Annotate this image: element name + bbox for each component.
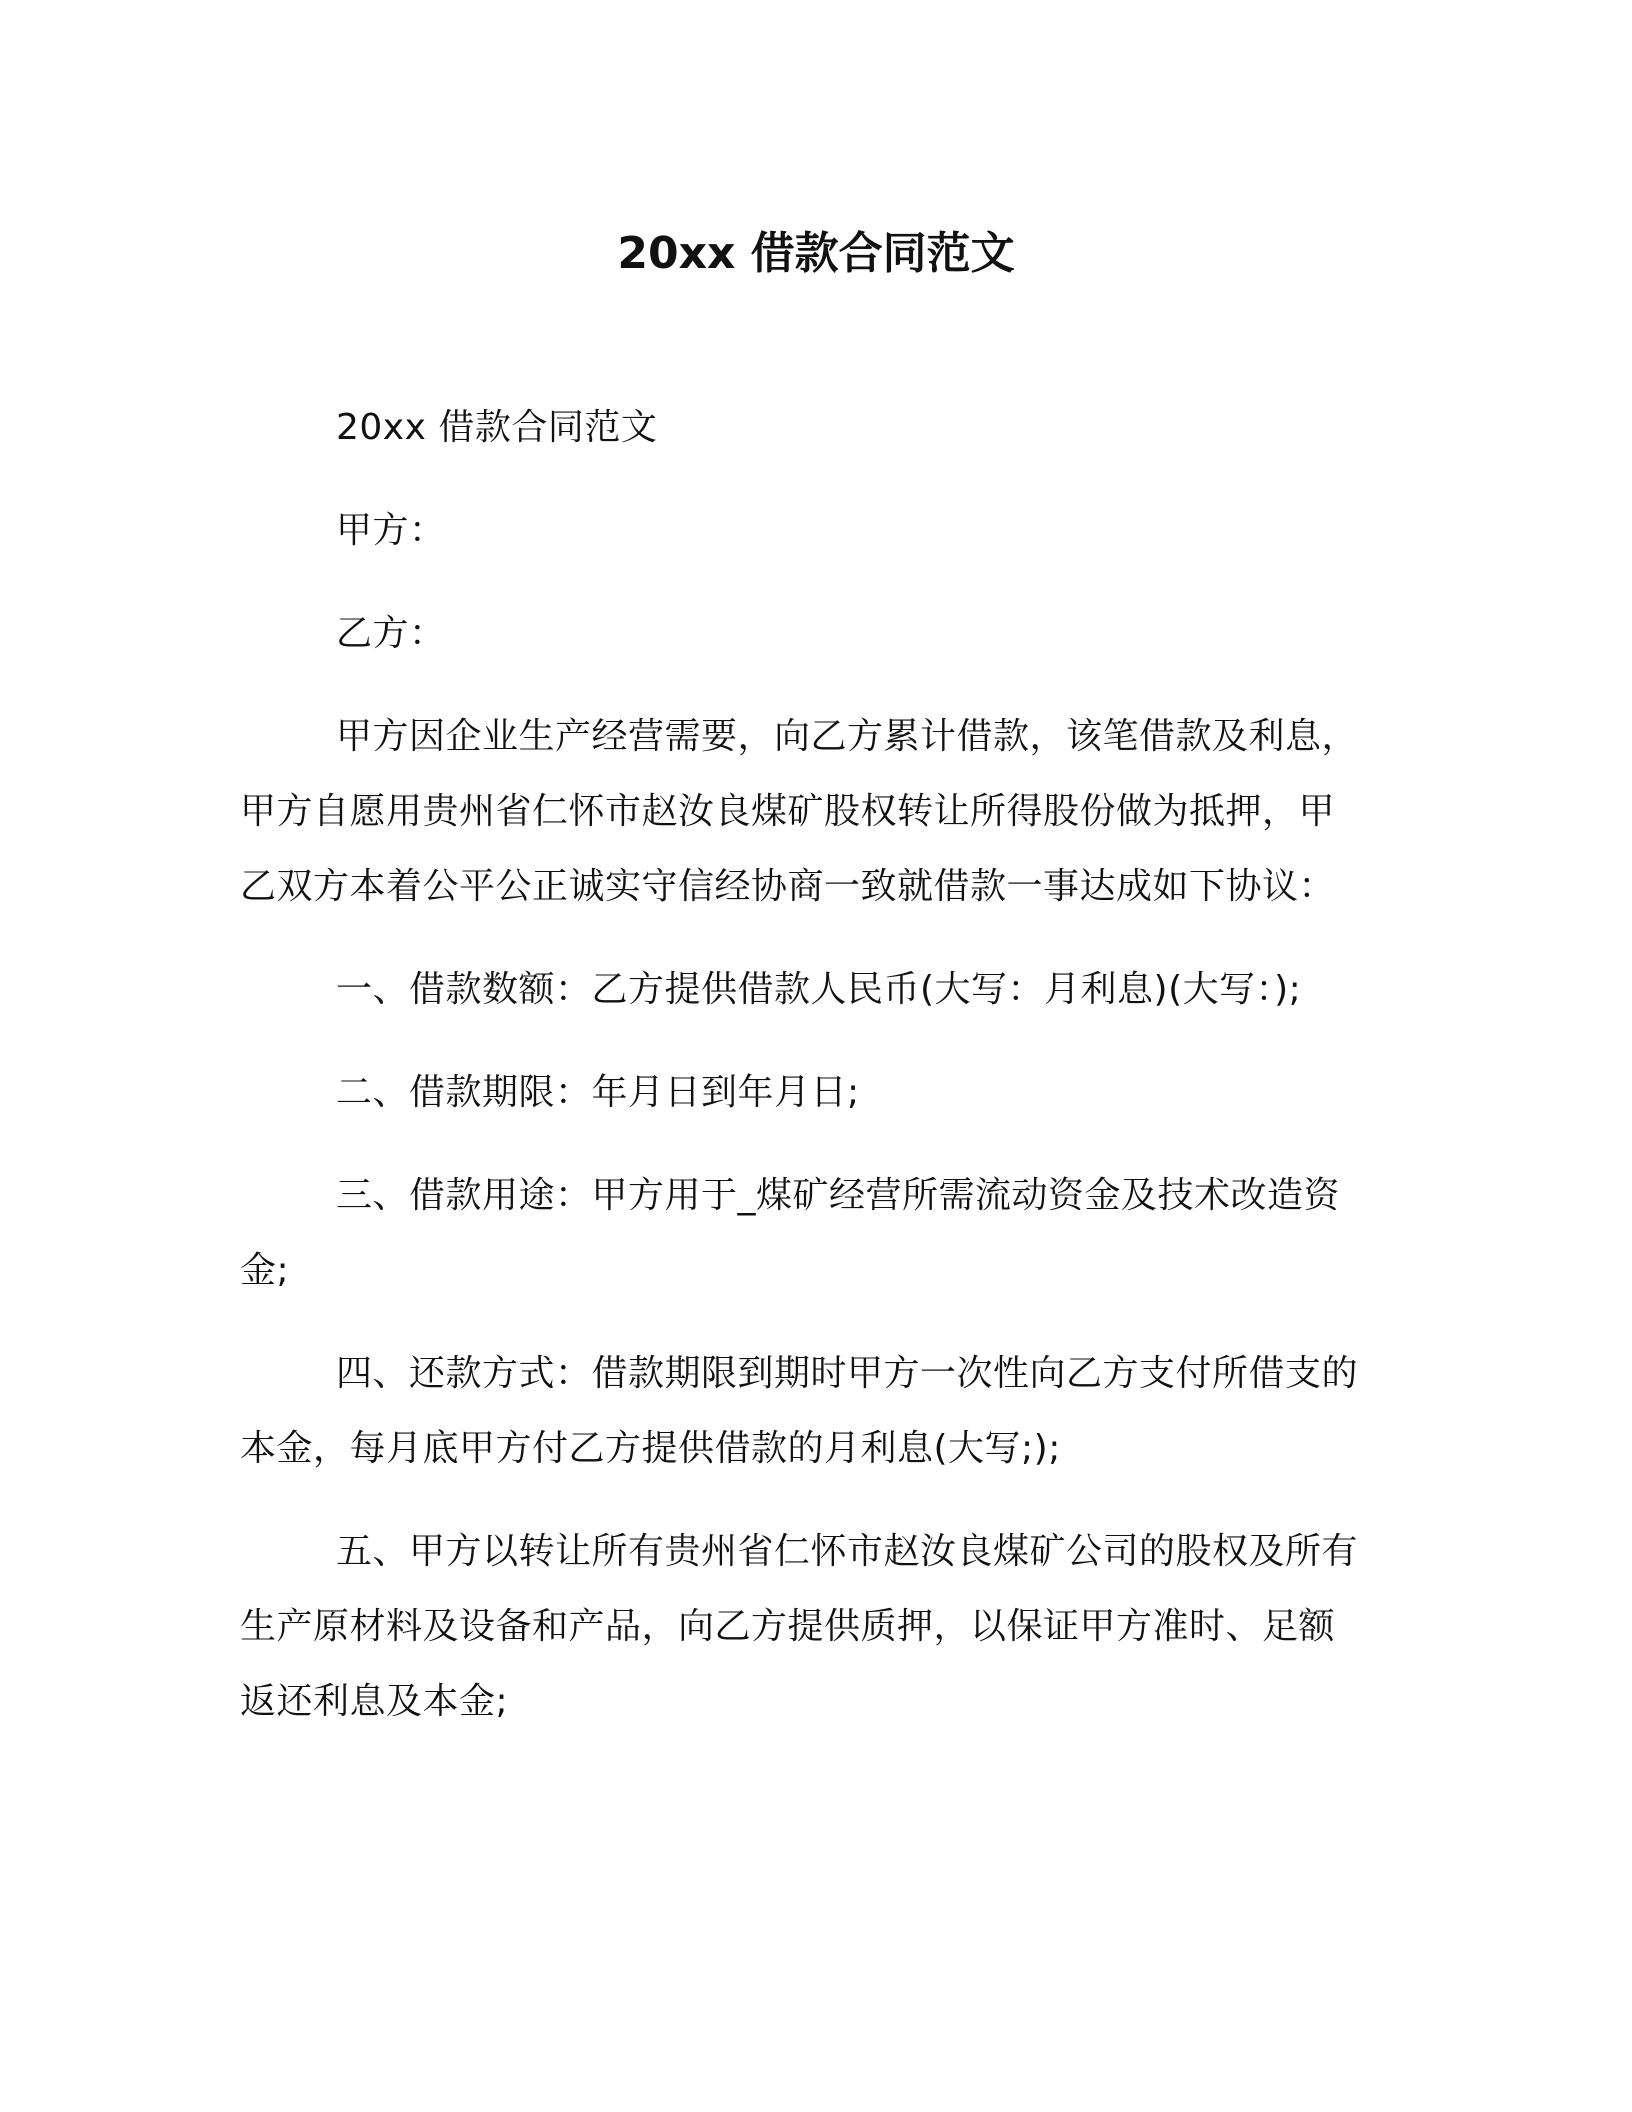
spacer [240, 671, 1370, 699]
clause-1: 一、借款数额：乙方提供借款人民币(大写：月利息)(大写：); [336, 969, 1302, 1010]
spacer [240, 1486, 1370, 1514]
document-subtitle: 20xx 借款合同范文 [336, 407, 658, 448]
spacer [240, 568, 1370, 596]
document-body [240, 390, 1370, 1739]
spacer [240, 1130, 1370, 1158]
clause-3: 三、借款用途：甲方用于_煤矿经营所需流动资金及技术改造资金; [240, 1175, 1341, 1291]
document-title: 20xx 借款合同范文 [617, 228, 1015, 279]
spacer [240, 465, 1370, 493]
clause-5: 五、甲方以转让所有贵州省仁怀市赵汝良煤矿公司的股权及所有生产原材料及设备和产品，向乙方提供质押，以保证甲方准时、足额返还利息及本金; [240, 1531, 1359, 1722]
party-b-label: 乙方： [336, 613, 446, 654]
clause-2: 二、借款期限：年月日到年月日; [336, 1072, 860, 1113]
clause-4: 四、还款方式：借款期限到期时甲方一次性向乙方支付所借支的本金，每月底甲方付乙方提供借款的月利息(大写;); [240, 1353, 1359, 1469]
spacer [240, 1027, 1370, 1055]
party-a-label: 甲方： [336, 510, 446, 551]
spacer [240, 924, 1370, 952]
intro-paragraph: 甲方因企业生产经营需要，向乙方累计借款，该笔借款及利息，甲方自愿用贵州省仁怀市赵汝良煤矿股权转让所得股份做为抵押，甲乙双方本着公平公正诚实守信经协商一致就借款一事达成如下协议： [240, 716, 1359, 907]
spacer [240, 1308, 1370, 1336]
